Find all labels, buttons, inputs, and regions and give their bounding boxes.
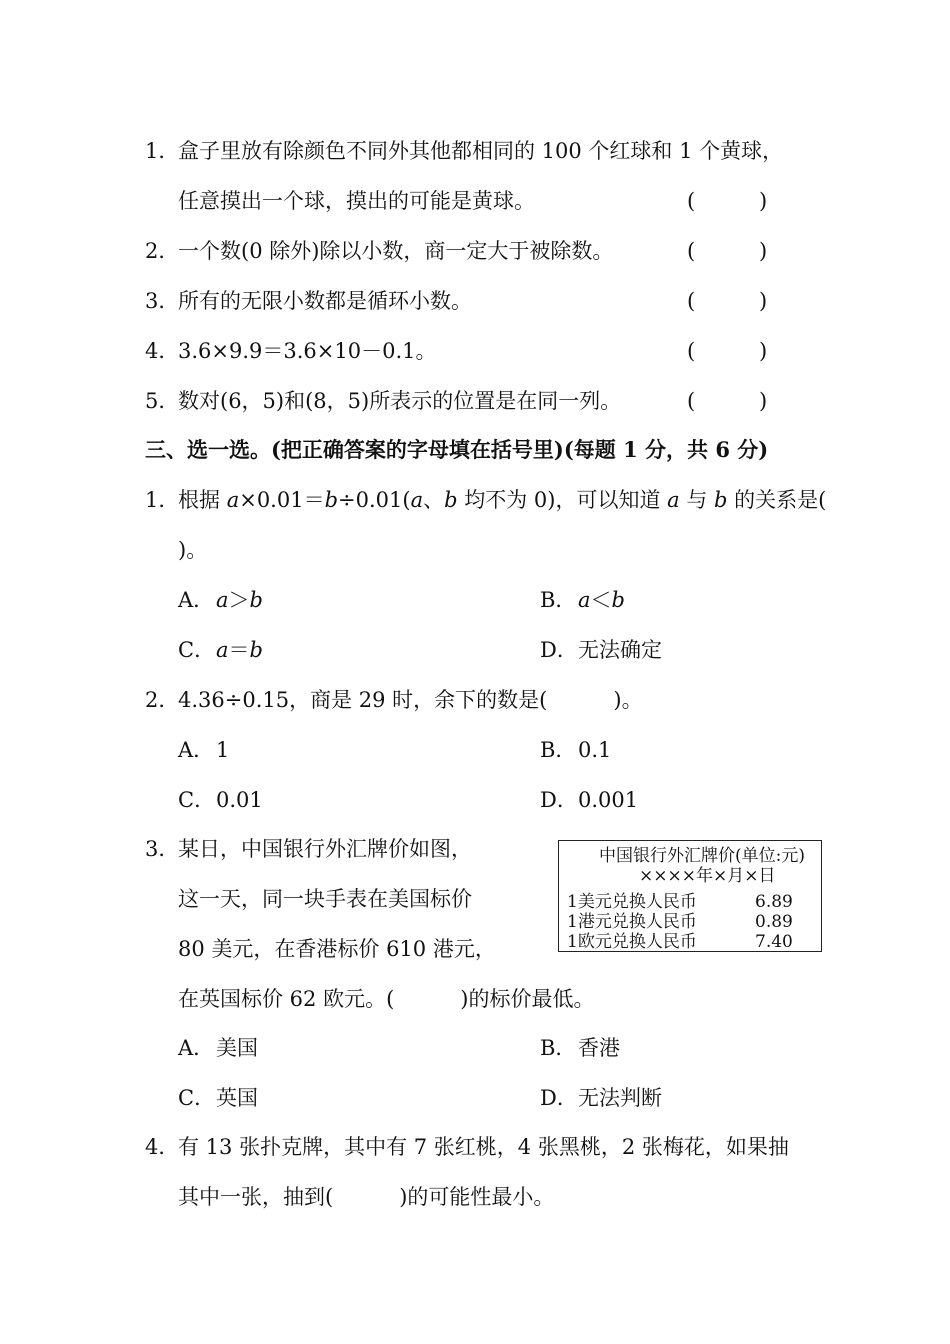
question-text: 一个数(0 除外)除以小数，商一定大于被除数。 [178, 239, 614, 263]
rate-row-value: 7.40 [755, 932, 793, 952]
option-b[interactable]: B．a＜b [540, 588, 625, 612]
mc-question-2: 2．4.36÷0.15，商是 29 时，余下的数是( )。 [145, 688, 643, 712]
option-a[interactable]: A．美国 [178, 1036, 258, 1060]
mc-question-3-line2: 这一天，同一块手表在美国标价 [178, 887, 472, 911]
option-a[interactable]: A．1 [178, 738, 230, 762]
option-b[interactable]: B．0.1 [540, 738, 612, 762]
rate-table-date: ××××年×月×日 [639, 866, 776, 886]
tf-question-1-line2: 任意摸出一个球，摸出的可能是黄球。 [178, 189, 535, 213]
mc-question-3: 3．某日，中国银行外汇牌价如图， [145, 837, 472, 861]
mc-question-4-line2: 其中一张，抽到( )的可能性最小。 [178, 1185, 555, 1209]
exchange-rate-table [558, 840, 822, 952]
option-d[interactable]: D．无法确定 [540, 638, 662, 662]
option-a[interactable]: A．a＞b [178, 588, 263, 612]
option-c[interactable]: C．0.01 [178, 788, 263, 812]
rate-row-label: 1美元兑换人民币 [567, 892, 697, 912]
question-text: 盒子里放有除颜色不同外其他都相同的 100 个红球和 1 个黄球， [178, 139, 784, 163]
rate-table-title: 中国银行外汇牌价(单位:元) [599, 846, 805, 866]
rate-row-value: 6.89 [755, 892, 793, 912]
question-text: 3.6×9.9＝3.6×10－0.1。 [178, 339, 437, 363]
rate-row-value: 0.89 [755, 912, 793, 932]
mc-question-1: 1．根据 a×0.01＝b÷0.01(a、b 均不为 0)，可以知道 a 与 b 的关系是( [145, 488, 827, 512]
option-d[interactable]: D．0.001 [540, 788, 639, 812]
tf-question-3 [145, 288, 472, 314]
question-text: 数对(6，5)和(8，5)所表示的位置是在同一列。 [178, 389, 622, 413]
rate-row-label: 1港元兑换人民币 [567, 912, 697, 932]
question-number: 4． [145, 339, 180, 363]
rate-row-label: 1欧元兑换人民币 [567, 932, 697, 952]
question-number: 1． [145, 139, 180, 163]
question-number: 2． [145, 239, 180, 263]
option-b[interactable]: B．香港 [540, 1036, 620, 1060]
section-heading: 三、选一选。(把正确答案的字母填在括号里)(每题 1 分，共 6 分) [145, 437, 769, 462]
tf-question-1 [145, 138, 783, 164]
tf-question-2 [145, 238, 613, 264]
mc-question-3-line3: 80 美元，在香港标价 610 港元， [178, 937, 496, 961]
question-number: 1． [145, 488, 180, 512]
option-c[interactable]: C．英国 [178, 1086, 258, 1110]
question-number: 4． [145, 1135, 180, 1159]
mc-question-4: 4．有 13 张扑克牌，其中有 7 张红桃，4 张黑桃，2 张梅花，如果抽 [145, 1135, 789, 1159]
question-number: 2． [145, 688, 180, 712]
option-d[interactable]: D．无法判断 [540, 1086, 662, 1110]
question-number: 5． [145, 389, 180, 413]
question-number: 3． [145, 837, 180, 861]
mc-question-1-line2[interactable]: )。 [178, 538, 208, 562]
question-text: 所有的无限小数都是循环小数。 [178, 289, 472, 313]
option-c[interactable]: C．a＝b [178, 638, 263, 662]
tf-question-5 [145, 388, 621, 414]
tf-question-4 [145, 338, 437, 364]
mc-question-3-line4: 在英国标价 62 欧元。( )的标价最低。 [178, 987, 595, 1011]
question-number: 3． [145, 289, 180, 313]
